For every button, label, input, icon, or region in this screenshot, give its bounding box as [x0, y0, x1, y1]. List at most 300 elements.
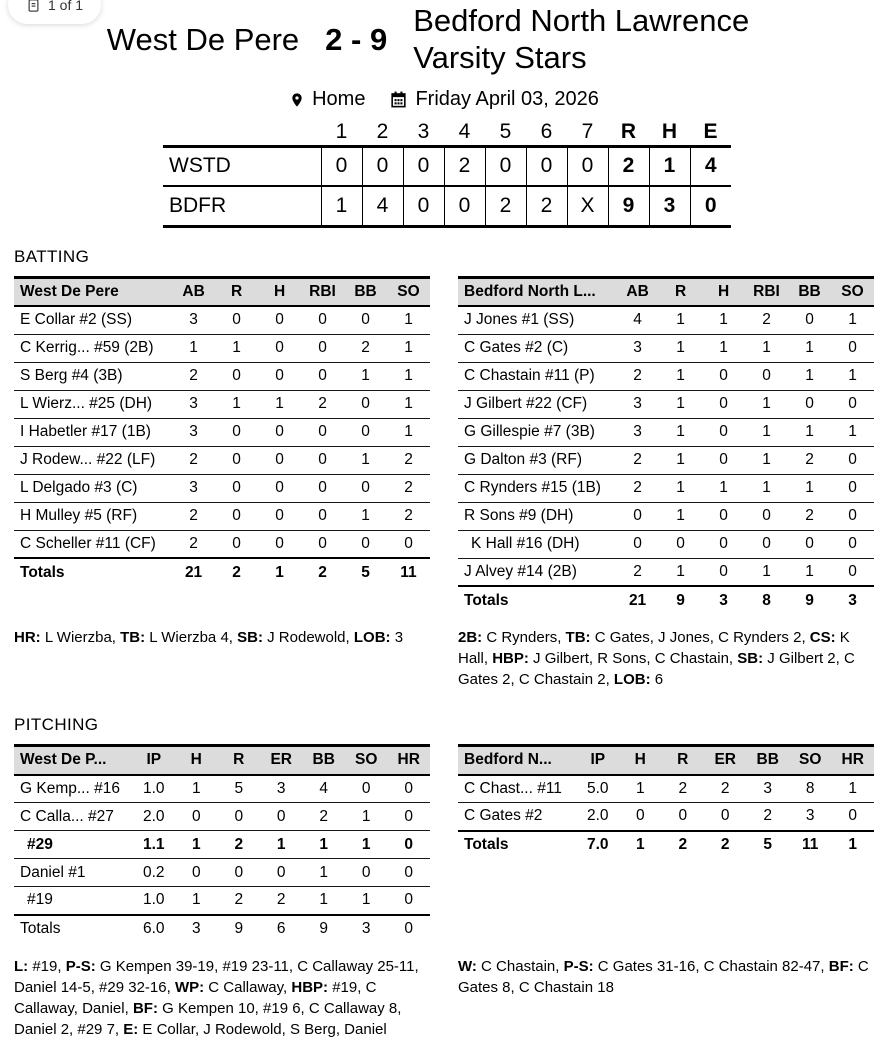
- stat-value: 2: [318, 395, 327, 412]
- note-label: HR:: [14, 629, 41, 646]
- stat-value: 1: [404, 339, 413, 356]
- note-label: P-S:: [65, 957, 96, 975]
- player-name: L Wierz... #25 (DH): [20, 395, 153, 412]
- stat-value: 1: [848, 367, 857, 384]
- inning-score: 0: [362, 146, 403, 186]
- stat-value: 1: [361, 507, 370, 524]
- totals-value: 9: [234, 920, 244, 937]
- player-row: [14, 502, 430, 530]
- totals-value: 9: [319, 920, 329, 937]
- stat-column-header: SO: [789, 746, 831, 775]
- stat-value: 1: [848, 423, 857, 440]
- stat-value: 0: [232, 451, 241, 468]
- stat-value: 2: [404, 451, 413, 468]
- page-indicator-label: 1 of 1: [48, 0, 84, 13]
- player-row: [14, 306, 430, 334]
- stat-column-header: R: [662, 746, 704, 775]
- totals-value: 9: [676, 591, 685, 609]
- stat-column-header: R: [659, 277, 702, 306]
- note-label: L:: [14, 957, 29, 975]
- inning-col-header: H: [661, 119, 678, 143]
- stat-value: 4: [319, 779, 329, 797]
- stat-value: 0: [404, 534, 413, 552]
- inning-col-header: 4: [458, 119, 471, 143]
- stat-column-header: H: [175, 746, 217, 775]
- stat-value: 1: [676, 423, 685, 440]
- player-row: [14, 446, 430, 474]
- stat-value: 1: [276, 835, 286, 853]
- away-batting-table: [14, 276, 430, 587]
- note-label: LOB:: [613, 671, 651, 688]
- stat-column-header: BB: [302, 746, 344, 775]
- totals-value: 9: [805, 591, 814, 609]
- calendar-icon: [389, 90, 408, 109]
- stat-value: 0: [719, 507, 728, 524]
- team-column-header: West De P...: [14, 746, 133, 775]
- note-label: SB:: [237, 629, 263, 646]
- stat-value: 0: [318, 311, 327, 329]
- player-row: [14, 390, 430, 418]
- game-meta: [0, 88, 888, 111]
- player-row: [458, 362, 874, 390]
- totals-value: 5: [361, 563, 370, 581]
- stat-value: 0: [805, 395, 814, 412]
- stat-value: 2: [319, 807, 329, 825]
- stat-value: 0: [805, 311, 814, 329]
- stat-value: 0: [232, 423, 241, 440]
- stat-value: 1: [191, 835, 201, 853]
- away-pitching-notes: L: #19, P-S: G Kempen 39-19, #19 23-11, C Callaway 25-11, Daniel 14-5, #29 32-16, WP: C Callaway, HBP: #19, C Callaway, Daniel, BF: G Kempen 10, #19 6, C Callaway 8, Daniel 2, #29 7, E: E Collar, J Rodewold, S Berg, Daniel: [14, 957, 419, 1038]
- stat-column-header: HR: [387, 746, 430, 775]
- stat-value: 1: [232, 395, 241, 412]
- stat-value: 0: [318, 451, 327, 468]
- inning-score: 1: [321, 186, 362, 226]
- player-name: C Chast... #11: [464, 779, 562, 797]
- stat-value: 2.0: [143, 807, 165, 825]
- stat-value: 2: [678, 779, 688, 797]
- player-row: [14, 859, 430, 887]
- stat-value: 0: [361, 534, 370, 552]
- player-name: G Gillespie #7 (3B): [464, 423, 595, 440]
- linescore-header-row: [163, 119, 731, 146]
- totals-value: 1: [635, 836, 645, 853]
- stat-value: 3: [189, 479, 198, 496]
- totals-value: 3: [191, 920, 201, 937]
- player-name: L Delgado #3 (C): [20, 479, 138, 496]
- stat-column-header: BB: [746, 746, 788, 775]
- rhe-value: 9: [608, 186, 649, 226]
- totals-value: 11: [400, 563, 417, 581]
- stat-value: 2: [633, 367, 642, 384]
- stat-value: 1: [189, 339, 198, 356]
- stat-value: 0: [361, 479, 370, 496]
- stat-value: 0: [848, 535, 857, 552]
- stat-value: 1.0: [143, 891, 165, 909]
- rhe-value: 0: [690, 186, 731, 226]
- stat-value: 1: [361, 807, 371, 825]
- game-score: 2 - 9: [325, 21, 388, 57]
- stat-value: 1: [635, 779, 645, 797]
- stat-value: 0: [762, 535, 771, 552]
- totals-label: Totals: [20, 563, 65, 581]
- stat-column-header: IP: [577, 746, 619, 775]
- stat-value: 0: [318, 423, 327, 440]
- stat-value: 2: [361, 339, 370, 356]
- totals-value: 2: [318, 563, 327, 581]
- stat-value: 1: [762, 339, 771, 356]
- stat-value: 0: [361, 863, 371, 881]
- totals-value: 1: [275, 563, 284, 581]
- player-row: [458, 803, 874, 831]
- inning-score: X: [567, 186, 608, 226]
- pitching-section: [0, 715, 888, 1040]
- stat-value: 1.0: [143, 779, 165, 797]
- pitching-heading: PITCHING: [14, 715, 99, 734]
- player-name: G Dalton #3 (RF): [464, 451, 583, 468]
- totals-value: 21: [628, 591, 647, 609]
- player-name: G Kemp... #16: [20, 779, 120, 797]
- totals-value: 11: [802, 836, 819, 853]
- stat-value: 1: [676, 367, 685, 384]
- stat-value: 2: [189, 367, 198, 384]
- team-abbreviation: BDFR: [169, 193, 227, 217]
- pitching-columns: [14, 744, 874, 1040]
- player-row: [458, 775, 874, 803]
- stat-value: 0: [678, 807, 688, 825]
- stat-value: 5: [234, 779, 244, 797]
- player-name: C Rynders #15 (1B): [464, 479, 601, 496]
- stat-value: 0: [275, 507, 284, 524]
- stat-value: 0: [275, 367, 284, 384]
- away-batting-notes: HR: L Wierzba, TB: L Wierzba 4, SB: J Rodewold, LOB: 3: [14, 629, 404, 646]
- stat-value: 1: [762, 562, 771, 580]
- totals-value: 1: [848, 836, 858, 853]
- stat-value: 2: [404, 479, 413, 496]
- stat-value: 3: [189, 423, 198, 440]
- inning-score: 0: [321, 146, 362, 186]
- stat-value: 0: [232, 479, 241, 496]
- stat-value: 0: [762, 367, 771, 384]
- totals-value: 3: [361, 920, 371, 937]
- player-row: [458, 558, 874, 586]
- stat-value: 0: [719, 395, 728, 412]
- location-pin-icon: [289, 90, 305, 110]
- note-label: BF:: [132, 999, 158, 1017]
- stat-column-header: ER: [704, 746, 746, 775]
- rhe-value: 4: [690, 146, 731, 186]
- stat-column-header: R: [215, 277, 258, 306]
- inning-score: 0: [403, 186, 444, 226]
- stat-value: 2: [189, 507, 198, 524]
- stat-value: 1: [676, 479, 685, 496]
- stat-value: 0: [318, 367, 327, 384]
- note-label: SB:: [737, 650, 764, 667]
- player-name: #19: [27, 891, 53, 909]
- totals-value: 8: [762, 591, 771, 609]
- stat-value: 2: [404, 507, 413, 524]
- player-name: E Collar #2 (SS): [20, 311, 132, 329]
- stat-value: 0: [719, 367, 728, 384]
- totals-value: 3: [719, 591, 728, 609]
- stat-column-header: ER: [260, 746, 302, 775]
- stat-value: 3: [763, 779, 773, 797]
- stat-value: 0: [318, 507, 327, 524]
- stat-value: 3: [633, 339, 642, 356]
- stat-value: 1: [848, 311, 857, 329]
- player-name: I Habetler #17 (1B): [20, 423, 151, 440]
- stat-value: 1: [676, 507, 685, 524]
- stat-header-row: [458, 277, 874, 306]
- stat-value: 0: [318, 479, 327, 496]
- totals-row: [458, 831, 874, 859]
- player-row: [458, 334, 874, 362]
- note-label: WP:: [174, 978, 205, 996]
- stat-value: 1: [676, 451, 685, 468]
- totals-value: 21: [184, 563, 203, 581]
- stat-value: 0: [275, 479, 284, 496]
- stat-column-header: SO: [345, 746, 387, 775]
- player-row: [14, 474, 430, 502]
- linescore-table: [163, 119, 731, 228]
- inning-score: 0: [444, 186, 485, 226]
- rhe-value: 1: [649, 146, 690, 186]
- stat-value: 1: [762, 451, 771, 468]
- player-row: [458, 502, 874, 530]
- stat-value: 2: [762, 311, 771, 329]
- stat-value: 1: [805, 423, 814, 440]
- stat-value: 0.2: [143, 863, 165, 881]
- stat-value: 2.0: [587, 807, 609, 825]
- stat-value: 2: [720, 779, 730, 797]
- stat-value: 0: [848, 479, 857, 496]
- inning-score: 0: [526, 146, 567, 186]
- inning-score: 2: [485, 186, 526, 226]
- stat-value: 2: [189, 534, 198, 552]
- inning-score: 0: [403, 146, 444, 186]
- stat-value: 8: [805, 779, 815, 797]
- stat-value: 0: [848, 339, 857, 356]
- stat-value: 0: [318, 339, 327, 356]
- stat-value: 5.0: [587, 779, 609, 797]
- home-team-name: Bedford North Lawrence Varsity Stars: [413, 3, 750, 75]
- location-item: [289, 88, 365, 111]
- note-label: CS:: [809, 629, 836, 646]
- stat-value: 0: [234, 807, 244, 825]
- stat-value: 2: [633, 451, 642, 468]
- player-name: J Alvey #14 (2B): [464, 562, 577, 580]
- stat-value: 1: [191, 891, 201, 909]
- stat-value: 2: [763, 807, 773, 825]
- inning-col-header: 3: [417, 119, 430, 143]
- rhe-value: 2: [608, 146, 649, 186]
- totals-value: 6.0: [143, 920, 165, 937]
- away-pitching-table: [14, 744, 430, 943]
- player-row: [458, 306, 874, 334]
- stat-value: 1: [404, 423, 413, 440]
- player-name: R Sons #9 (DH): [464, 507, 574, 524]
- player-row: [14, 418, 430, 446]
- stat-header-row: [14, 277, 430, 306]
- totals-row: [14, 558, 430, 586]
- team-column-header: West De Pere: [14, 277, 172, 306]
- stat-value: 1: [361, 451, 370, 468]
- stat-value: 0: [719, 562, 728, 580]
- stat-value: 0: [361, 311, 370, 329]
- stat-value: 1: [319, 891, 329, 909]
- inning-score: 0: [567, 146, 608, 186]
- stat-value: 0: [633, 535, 642, 552]
- linescore-header-spacer: [163, 119, 321, 146]
- stat-value: 0: [848, 507, 857, 524]
- player-name: C Kerrig... #59 (2B): [20, 339, 154, 356]
- stat-value: 1: [762, 423, 771, 440]
- stat-value: 1: [719, 339, 728, 356]
- totals-value: 2: [678, 836, 688, 853]
- date-label: Friday April 03, 2026: [415, 88, 599, 110]
- inning-col-header: 1: [335, 119, 348, 143]
- stat-value: 3: [633, 395, 642, 412]
- totals-label: Totals: [20, 920, 61, 937]
- stat-value: 0: [719, 423, 728, 440]
- stat-value: 0: [191, 863, 201, 881]
- stat-value: 1: [404, 367, 413, 384]
- stat-value: 1: [805, 339, 814, 356]
- player-row: [458, 418, 874, 446]
- player-row: [458, 390, 874, 418]
- stat-value: 0: [276, 807, 286, 825]
- stat-value: 3: [189, 311, 198, 329]
- totals-value: 3: [848, 591, 857, 609]
- home-batting-notes: 2B: C Rynders, TB: C Gates, J Jones, C Rynders 2, CS: K Hall, HBP: J Gilbert, R Sons, C Chastain, SB: J Gilbert 2, C Gates 2, C Chastain 2, LOB: 6: [458, 629, 855, 688]
- note-label: HBP:: [291, 978, 329, 996]
- stat-value: 0: [191, 807, 201, 825]
- batting-heading: BATTING: [14, 246, 90, 266]
- player-name: C Gates #2 (C): [464, 339, 569, 356]
- player-name: Daniel #1: [20, 863, 86, 881]
- stat-value: 3: [633, 423, 642, 440]
- stat-value: 1: [404, 395, 413, 412]
- player-name: S Berg #4 (3B): [20, 367, 123, 384]
- stat-column-header: R: [218, 746, 260, 775]
- player-row: [458, 446, 874, 474]
- stat-column-header: AB: [616, 277, 659, 306]
- player-name: C Chastain #11 (P): [464, 367, 595, 384]
- stat-header-row: [458, 746, 874, 775]
- stat-value: 1: [275, 395, 284, 412]
- player-name: J Jones #1 (SS): [464, 311, 575, 329]
- stat-value: 2: [276, 891, 286, 909]
- stat-value: 1: [805, 367, 814, 384]
- stat-value: 0: [318, 534, 327, 552]
- inning-score: 2: [444, 146, 485, 186]
- stat-value: 3: [276, 779, 286, 797]
- stat-value: 0: [635, 807, 645, 825]
- stat-value: 1: [232, 339, 241, 356]
- stat-value: 1: [676, 339, 685, 356]
- batting-columns: [14, 276, 874, 691]
- player-row: [458, 474, 874, 502]
- stat-value: 1: [805, 479, 814, 496]
- stat-value: 1: [191, 779, 201, 797]
- stat-value: 0: [719, 535, 728, 552]
- stat-column-header: IP: [133, 746, 175, 775]
- stat-value: 1: [676, 395, 685, 412]
- stat-value: 1: [319, 863, 329, 881]
- stat-value: 0: [275, 423, 284, 440]
- stat-value: 0: [805, 535, 814, 552]
- date-item: [389, 88, 598, 111]
- stat-value: 1: [762, 479, 771, 496]
- stat-value: 2: [189, 451, 198, 468]
- totals-value: 6: [276, 920, 286, 937]
- note-label: LOB:: [353, 629, 391, 646]
- totals-row: [14, 915, 430, 943]
- stat-value: 0: [276, 863, 286, 881]
- player-row: [14, 831, 430, 859]
- stat-column-header: SO: [387, 277, 430, 306]
- stat-value: 1: [319, 835, 329, 853]
- stat-value: 2: [234, 891, 244, 909]
- inning-score: 4: [362, 186, 403, 226]
- game-header: [0, 2, 888, 76]
- stat-value: 0: [848, 562, 857, 580]
- stat-value: 0: [232, 534, 241, 552]
- stat-value: 1: [719, 311, 728, 329]
- home-pitching-table: [458, 744, 874, 859]
- stat-column-header: AB: [172, 277, 215, 306]
- home-pitching-notes: W: C Chastain, P-S: C Gates 31-16, C Chastain 82-47, BF: C Gates 8, C Chastain 18: [458, 957, 869, 996]
- team-column-header: Bedford North L...: [458, 277, 616, 306]
- stat-value: 0: [633, 507, 642, 524]
- page-indicator-button[interactable]: [8, 0, 101, 24]
- player-row: [14, 803, 430, 831]
- player-name: #29: [27, 835, 53, 853]
- stat-value: 0: [234, 863, 244, 881]
- stat-value: 0: [848, 451, 857, 468]
- note-label: 2B:: [458, 629, 483, 646]
- stat-value: 1: [719, 479, 728, 496]
- player-row: [14, 334, 430, 362]
- stat-value: 1: [361, 891, 371, 909]
- inning-score: 0: [485, 146, 526, 186]
- team-column-header: Bedford N...: [458, 746, 577, 775]
- totals-value: 7.0: [587, 836, 609, 853]
- team-abbreviation: WSTD: [169, 154, 231, 178]
- inning-col-header: 5: [499, 119, 512, 143]
- stat-value: 3: [189, 395, 198, 412]
- stat-value: 3: [805, 807, 815, 825]
- inning-col-header: E: [703, 119, 718, 143]
- totals-row: [458, 586, 874, 614]
- stat-header-row: [14, 746, 430, 775]
- player-row: [14, 775, 430, 803]
- player-row: [14, 362, 430, 390]
- stat-value: 2: [633, 562, 642, 580]
- totals-value: 2: [232, 563, 241, 581]
- note-label: E:: [123, 1020, 139, 1038]
- stat-column-header: H: [258, 277, 301, 306]
- stat-value: 1: [676, 311, 685, 329]
- stat-value: 0: [275, 534, 284, 552]
- stat-value: 0: [848, 807, 858, 825]
- stat-value: 2: [633, 479, 642, 496]
- batting-section: [0, 247, 888, 691]
- away-team-name: West De Pere: [106, 21, 300, 57]
- stat-value: 0: [232, 367, 241, 384]
- stat-column-header: SO: [831, 277, 874, 306]
- stat-column-header: BB: [344, 277, 387, 306]
- note-label: P-S:: [563, 957, 594, 975]
